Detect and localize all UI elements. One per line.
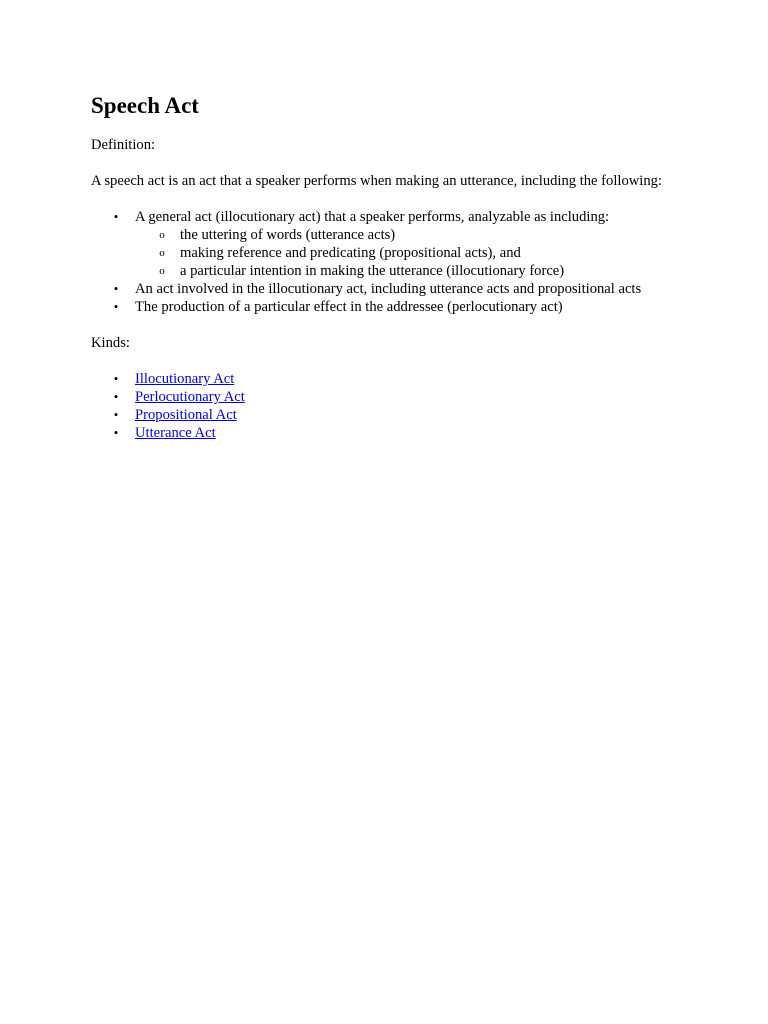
bullet-icon: • <box>113 425 119 440</box>
list-item <box>91 280 731 298</box>
bullet-icon: • <box>113 389 119 404</box>
page-title: Speech Act <box>91 93 199 118</box>
kinds-list-item <box>91 424 731 442</box>
bullet-icon: • <box>113 407 119 422</box>
link-illocutionary-act[interactable]: Illocutionary Act <box>135 371 235 387</box>
sub-list-item <box>135 262 731 280</box>
kinds-list-item <box>91 406 731 424</box>
list-item-text: The production of a particular effect in the addressee (perlocutionary act) <box>135 299 563 315</box>
sub-list-item-text: a particular intention in making the utterance (illocutionary force) <box>180 263 565 279</box>
document-page <box>91 92 731 460</box>
list-item-text: A general act (illocutionary act) that a speaker performs, analyzable as including: <box>135 209 610 225</box>
definition-list <box>91 208 731 316</box>
sub-list-item <box>135 244 731 262</box>
bullet-icon: • <box>113 281 119 296</box>
sub-list-item-text: making reference and predicating (propositional acts), and <box>180 245 521 261</box>
kinds-list <box>91 370 731 442</box>
bullet-icon: • <box>113 209 119 224</box>
sub-list <box>135 226 731 280</box>
link-utterance-act[interactable]: Utterance Act <box>135 425 216 441</box>
kinds-list-item <box>91 370 731 388</box>
link-perlocutionary-act[interactable]: Perlocutionary Act <box>135 389 245 405</box>
definition-intro: A speech act is an act that a speaker performs when making an utterance, including the following: <box>91 173 662 189</box>
list-item-text: An act involved in the illocutionary act, including utterance acts and propositional acts <box>135 281 642 297</box>
sub-list-item <box>135 226 731 244</box>
definition-label: Definition: <box>91 137 156 153</box>
sub-bullet-icon: o <box>159 265 165 277</box>
kinds-list-item <box>91 388 731 406</box>
list-item <box>91 208 731 280</box>
sub-list-item-text: the uttering of words (utterance acts) <box>180 227 396 243</box>
bullet-icon: • <box>113 371 119 386</box>
kinds-label: Kinds: <box>91 335 130 351</box>
link-propositional-act[interactable]: Propositional Act <box>135 407 237 423</box>
sub-bullet-icon: o <box>159 229 165 241</box>
bullet-icon: • <box>113 299 119 314</box>
list-item <box>91 298 731 316</box>
sub-bullet-icon: o <box>159 247 165 259</box>
